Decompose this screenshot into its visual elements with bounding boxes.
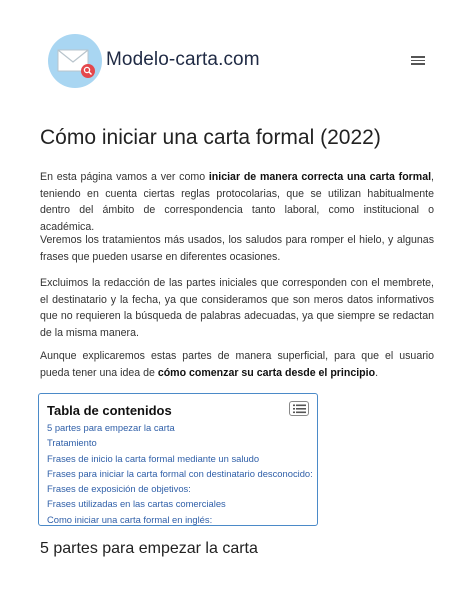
toc-link[interactable]: 5 partes para empezar la carta: [47, 422, 175, 433]
explanation-emphasis: cómo comenzar su carta desde el principio: [157, 366, 376, 379]
explanation-paragraph: Aunque explicaremos estas partes de manera superficial, para que el usuario pueda tener una idea de cómo comenzar su carta desde el principio.: [40, 350, 434, 379]
envelope-search-icon: [48, 34, 102, 88]
site-header: [0, 0, 474, 122]
logo-icon[interactable]: [48, 34, 102, 88]
exclusions-paragraph: Excluimos la redacción de las partes iniciales que corresponden con el membrete, el destinatario y la fecha, ya que consideramos que son meros datos informativos que no requieren la búsqueda de palabras adecuadas, ya que siempre se redactan de la misma manera.: [40, 277, 434, 339]
list-toggle-icon: [293, 404, 306, 414]
page-title: Cómo iniciar una carta formal (2022): [40, 126, 381, 149]
toc-list: [47, 420, 313, 527]
toc-title: Tabla de contenidos: [47, 403, 172, 418]
table-of-contents: [38, 393, 318, 526]
toc-link[interactable]: Frases de inicio la carta formal mediante un saludo: [47, 452, 260, 464]
section-heading: 5 partes para empezar la carta: [40, 540, 258, 557]
toc-link[interactable]: Como iniciar una carta formal en inglés:: [47, 513, 213, 525]
brand-name[interactable]: Modelo-carta.com: [106, 49, 260, 70]
intro-paragraph: En esta página vamos a ver como iniciar de manera correcta una carta formal, teniendo en cuenta ciertas reglas protocolarias, que se utilizan habitualmente dentro del ámbito de correspondencia tanto laboral, como institucional o académica.: [40, 171, 434, 233]
treatments-paragraph: Veremos los tratamientos más usados, los saludos para romper el hielo, y algunas frases que pueden usarse en diferentes ocasiones.: [40, 234, 434, 263]
hamburger-menu-icon[interactable]: [411, 54, 425, 68]
toc-link[interactable]: Frases para iniciar la carta formal con destinatario desconocido:: [47, 467, 313, 479]
toc-link[interactable]: Frases de exposición de objetivos:: [47, 483, 191, 495]
toc-link[interactable]: Tratamiento: [47, 437, 97, 449]
toc-toggle-button[interactable]: [289, 401, 309, 416]
toc-link[interactable]: Frases utilizadas en las cartas comerciales: [47, 498, 226, 510]
intro-emphasis: iniciar de manera correcta una carta formal: [208, 171, 432, 183]
